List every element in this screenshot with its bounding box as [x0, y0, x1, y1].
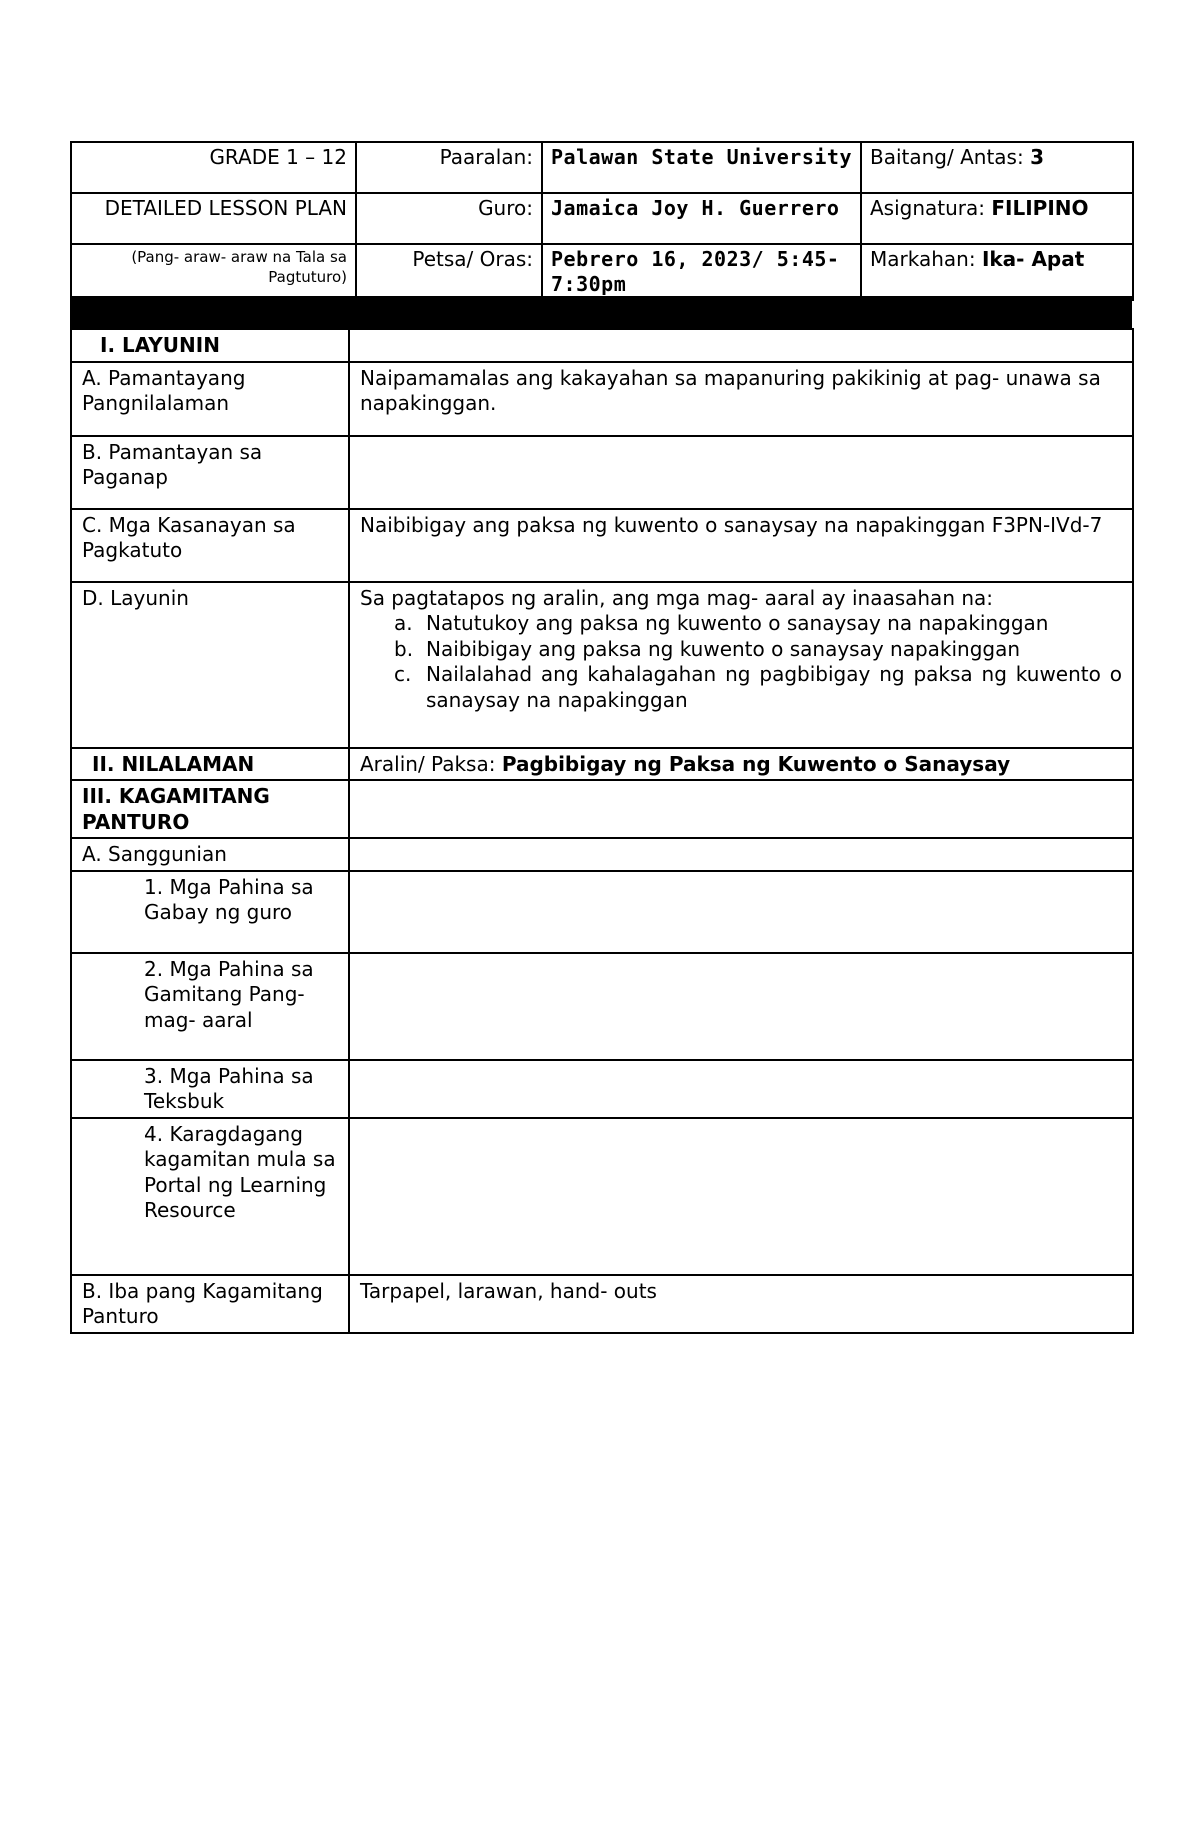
layunin-d-label: D. Layunin	[71, 582, 349, 748]
grade-level-value: 3	[1030, 145, 1044, 169]
pang-mag-aaral-label: 2. Mga Pahina sa Gamitang Pang- mag- aaral	[71, 953, 349, 1060]
objective-item: b. Naibibigay ang paksa ng kuwento o sanaysay napakinggan	[394, 636, 1021, 661]
teacher-label: Guro:	[356, 193, 542, 244]
kasanayan-value: Naibibigay ang paksa ng kuwento o sanaysay na napakinggan F3PN-IVd-7	[349, 509, 1133, 582]
objective-item: c. Nailalahad ang kahalagahan ng pagbibigay ng paksa ng kuwento o sanaysay na napakinggan	[394, 662, 1122, 712]
kasanayan-label: C. Mga Kasanayan sa Pagkatuto	[71, 509, 349, 582]
kagamitan-title: III. KAGAMITANG PANTURO	[71, 780, 349, 838]
teacher-value: Jamaica Joy H. Guerrero	[542, 193, 861, 244]
paganap-label: B. Pamantayan sa Paganap	[71, 436, 349, 509]
quarter-value: Ika- Apat	[981, 247, 1085, 271]
quarter-label: Markahan:	[870, 247, 976, 271]
quarter-cell	[861, 244, 1133, 300]
subject-label: Asignatura:	[870, 196, 986, 220]
layunin-title: I. LAYUNIN	[71, 329, 349, 362]
grade-level-label: Baitang/ Antas:	[870, 145, 1024, 169]
nilalaman-title: II. NILALAMAN	[71, 748, 349, 781]
grade-range: GRADE 1 – 12	[71, 142, 356, 193]
topic-value: Pagbibigay ng Paksa ng Kuwento o Sanaysay	[501, 751, 1011, 776]
gabay-guro-label: 1. Mga Pahina sa Gabay ng guro	[71, 871, 349, 953]
section-divider-bar	[70, 296, 1132, 328]
date-value: Pebrero 16, 2023/ 5:45-7:30pm	[542, 244, 861, 300]
iba-pang-label: B. Iba pang Kagamitang Panturo	[71, 1275, 349, 1333]
dlp-title: DETAILED LESSON PLAN	[71, 193, 356, 244]
objectives-list	[360, 611, 1122, 713]
teksbuk-label: 3. Mga Pahina sa Teksbuk	[71, 1060, 349, 1118]
objective-item: a. Natutukoy ang paksa ng kuwento o sanaysay na napakinggan	[394, 611, 1049, 635]
header-table	[70, 141, 1134, 301]
layunin-d-intro: Sa pagtatapos ng aralin, ang mga mag- aaral ay inaasahan na:	[360, 585, 994, 610]
sanggunian-label: A. Sanggunian	[71, 838, 349, 871]
topic-cell	[349, 748, 1133, 781]
portal-label: 4. Karagdagang kagamitan mula sa Portal ng Learning Resource	[71, 1118, 349, 1275]
grade-level-cell	[861, 142, 1133, 193]
date-label: Petsa/ Oras:	[356, 244, 542, 300]
lesson-table	[70, 328, 1134, 1334]
topic-label: Aralin/ Paksa:	[360, 751, 496, 776]
pamantayang-value: Naipamamalas ang kakayahan sa mapanuring pakikinig at pag- unawa sa napakinggan.	[349, 362, 1133, 436]
subject-value: FILIPINO	[991, 196, 1089, 220]
layunin-d-cell	[349, 582, 1133, 748]
pamantayang-label: A. Pamantayang Pangnilalaman	[71, 362, 349, 436]
subject-cell	[861, 193, 1133, 244]
dlp-subtitle: (Pang- araw- araw na Tala sa Pagtuturo)	[71, 244, 356, 300]
school-label: Paaralan:	[356, 142, 542, 193]
iba-pang-value: Tarpapel, larawan, hand- outs	[349, 1275, 1133, 1333]
school-value: Palawan State University	[542, 142, 861, 193]
paganap-value	[349, 436, 1133, 509]
